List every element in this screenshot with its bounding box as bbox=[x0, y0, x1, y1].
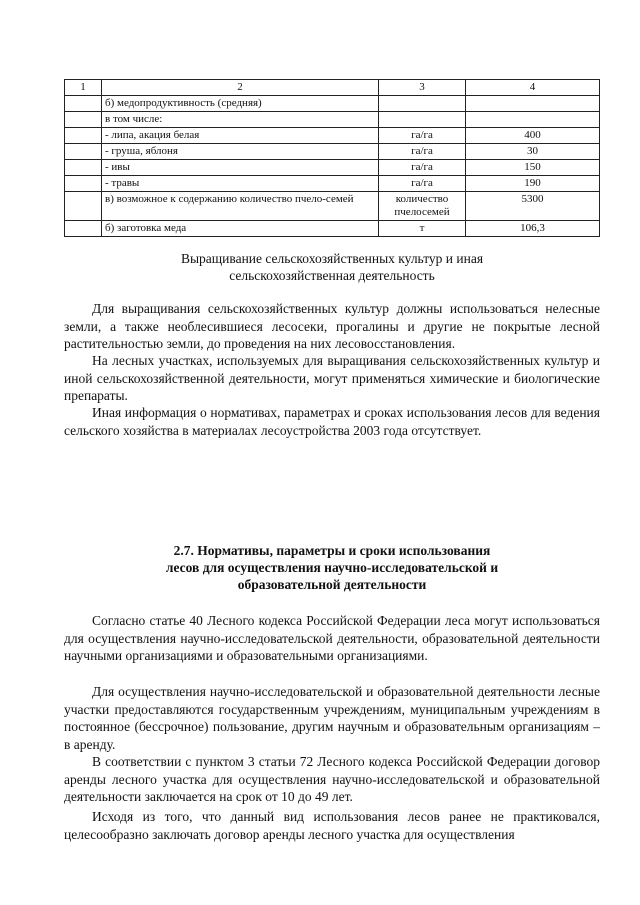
table-cell: 30 bbox=[466, 144, 600, 160]
table-cell: га/га bbox=[379, 128, 466, 144]
table-cell bbox=[65, 112, 102, 128]
table-cell: б) медопродуктивность (средняя) bbox=[102, 96, 379, 112]
table-cell bbox=[65, 144, 102, 160]
table-cell bbox=[65, 160, 102, 176]
table-cell: - груша, яблоня bbox=[102, 144, 379, 160]
paragraph: Для осуществления научно-исследовательской и образовательной деятельности лесные участки предоставляются государственным учреждениям, муниципальным учреждениям в постоянное (бессрочное) пользование, другим научным и образовательным организациям – в аренду. bbox=[64, 684, 600, 752]
paragraph: Для выращивания сельскохозяйственных культур должны использоваться нелесные земли, а также необлесившиеся лесосеки, прогалины и другие не покрытые лесной растительностью земли, до проведения на них лесовосстановления. bbox=[64, 301, 600, 351]
table-cell bbox=[65, 221, 102, 237]
table-cell: б) заготовка меда bbox=[102, 221, 379, 237]
table-cell: 400 bbox=[466, 128, 600, 144]
table-cell: т bbox=[379, 221, 466, 237]
table-cell bbox=[379, 96, 466, 112]
table-cell: количество пчелосемей bbox=[379, 192, 466, 221]
table-cell bbox=[466, 96, 600, 112]
table-row bbox=[65, 221, 600, 237]
section-heading-research bbox=[64, 542, 600, 593]
table-cell: га/га bbox=[379, 144, 466, 160]
heading-line: 2.7. Нормативы, параметры и сроки использования bbox=[173, 543, 491, 558]
table-cell: га/га bbox=[379, 160, 466, 176]
table-header-cell: 2 bbox=[102, 80, 379, 96]
table-cell bbox=[379, 112, 466, 128]
table-cell: 190 bbox=[466, 176, 600, 192]
table-header-row bbox=[65, 80, 600, 96]
table-cell: в том числе: bbox=[102, 112, 379, 128]
table-cell: 5300 bbox=[466, 192, 600, 221]
table-cell bbox=[65, 192, 102, 221]
table-cell: - травы bbox=[102, 176, 379, 192]
table-cell: в) возможное к содержанию количество пчело-семей bbox=[102, 192, 379, 221]
table-row bbox=[65, 112, 600, 128]
table-row bbox=[65, 192, 600, 221]
table-cell bbox=[466, 112, 600, 128]
table-row bbox=[65, 96, 600, 112]
paragraph: В соответствии с пунктом 3 статьи 72 Лесного кодекса Российской Федерации договор аренды лесного участка для осуществления научно-исследовательской и образовательной деятельности заключается на срок от 10 до 49 лет. bbox=[64, 754, 600, 804]
paragraph: На лесных участках, используемых для выращивания сельскохозяйственных культур и иной сельскохозяйственной деятельности, могут применяться химические и биологические препараты. bbox=[64, 353, 600, 403]
section-heading-agriculture bbox=[64, 250, 600, 284]
table-cell: га/га bbox=[379, 176, 466, 192]
table-row bbox=[65, 176, 600, 192]
heading-line: сельскохозяйственная деятельность bbox=[229, 268, 435, 283]
table-row bbox=[65, 144, 600, 160]
table-header-cell: 1 bbox=[65, 80, 102, 96]
table-row bbox=[65, 160, 600, 176]
table-cell bbox=[65, 96, 102, 112]
paragraph: Согласно статье 40 Лесного кодекса Российской Федерации леса могут использоваться для осуществления научно-исследовательской деятельности, образовательной деятельности научными организациями и образовательными организациями. bbox=[64, 613, 600, 663]
paragraph: Иная информация о нормативах, параметрах и сроках использования лесов для ведения сельского хозяйства в материалах лесоустройства 2003 года отсутствует. bbox=[64, 405, 600, 438]
honey-production-table bbox=[64, 79, 600, 237]
table-cell bbox=[65, 128, 102, 144]
table-cell: - ивы bbox=[102, 160, 379, 176]
table-cell: 150 bbox=[466, 160, 600, 176]
table-cell bbox=[65, 176, 102, 192]
table-header-cell: 3 bbox=[379, 80, 466, 96]
table-row bbox=[65, 128, 600, 144]
heading-line: Выращивание сельскохозяйственных культур и иная bbox=[180, 251, 484, 266]
table-header-cell: 4 bbox=[466, 80, 600, 96]
table-cell: 106,3 bbox=[466, 221, 600, 237]
heading-line: образовательной деятельности bbox=[237, 577, 427, 592]
paragraph: Исходя из того, что данный вид использования лесов ранее не практиковался, целесообразно заключать договор аренды лесного участка для осуществления bbox=[64, 809, 600, 842]
heading-line: лесов для осуществления научно-исследовательской и bbox=[165, 560, 499, 575]
table-cell: - липа, акация белая bbox=[102, 128, 379, 144]
